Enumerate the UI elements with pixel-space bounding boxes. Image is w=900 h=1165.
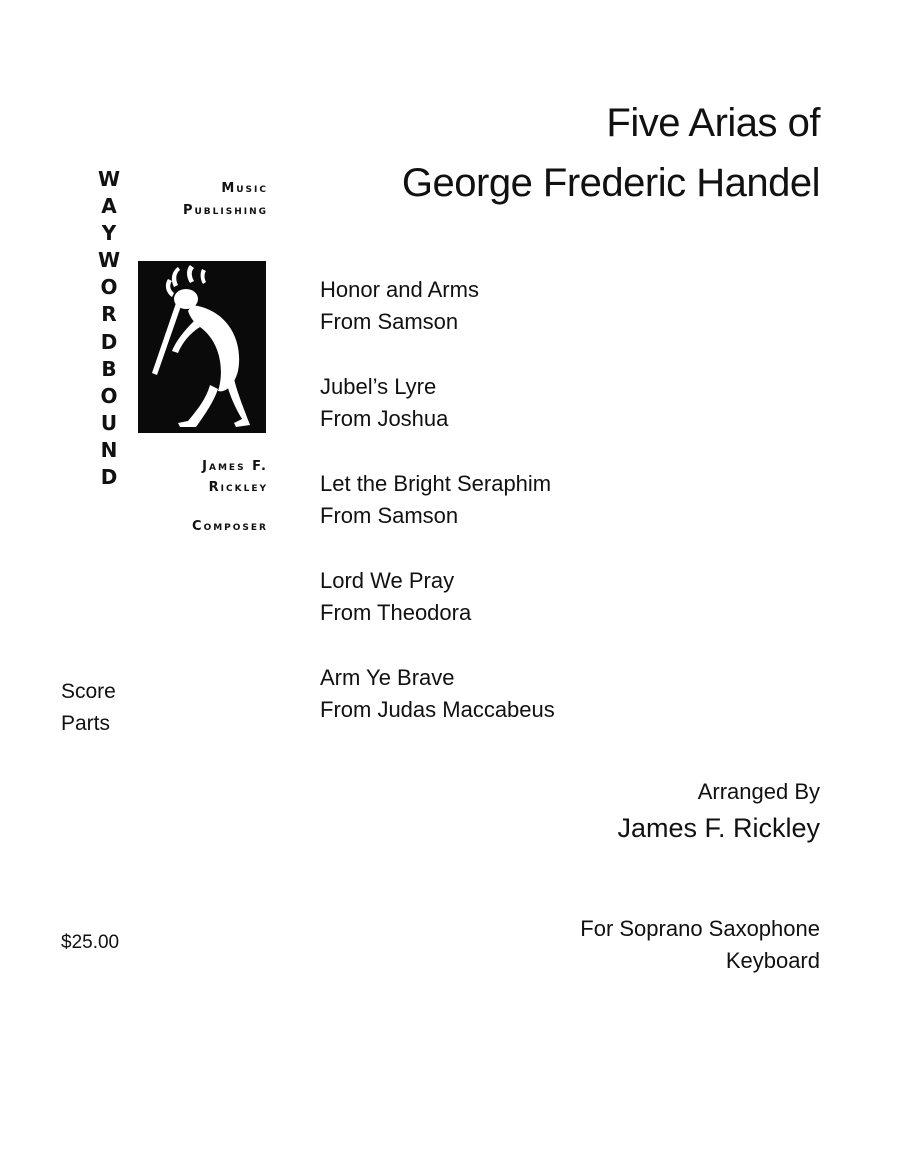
contents-parts: Parts xyxy=(61,712,111,735)
aria-title: Let the Bright Seraphim xyxy=(320,471,552,496)
instrumentation-line-2: Keyboard xyxy=(725,948,820,973)
price: $25.00 xyxy=(61,932,120,953)
wordmark-letter: O xyxy=(100,383,118,408)
title-line-2: George Frederic Handel xyxy=(401,161,820,205)
aria-list xyxy=(320,274,555,759)
aria-item xyxy=(320,274,555,371)
aria-source: From Theodora xyxy=(320,600,472,625)
aria-title: Honor and Arms xyxy=(320,277,479,302)
arranger-name: James F. Rickley xyxy=(617,813,820,843)
publisher-publishing-label: Publishing xyxy=(182,203,268,218)
aria-title: Lord We Pray xyxy=(320,568,455,593)
wordmark-letter: W xyxy=(97,248,121,273)
aria-item xyxy=(320,662,555,759)
wordmark-letter: A xyxy=(101,194,117,219)
title-line-1: Five Arias of xyxy=(606,101,820,145)
aria-item xyxy=(320,371,555,468)
instrumentation-line-1: For Soprano Saxophone xyxy=(580,916,820,941)
aria-source: From Samson xyxy=(320,309,459,334)
wordmark-letter: Y xyxy=(101,221,117,246)
publisher-name-line-2: Rickley xyxy=(208,480,268,495)
wordmark-letter: D xyxy=(100,465,118,490)
contents-score: Score xyxy=(61,680,116,703)
aria-title: Jubel’s Lyre xyxy=(320,374,437,399)
wordmark-letter: W xyxy=(97,167,121,191)
wordmark-letter: O xyxy=(100,275,118,300)
publisher-vertical-wordmark xyxy=(92,166,126,491)
wordmark-letter: R xyxy=(101,302,117,327)
wordmark-letter: D xyxy=(100,329,118,354)
aria-title: Arm Ye Brave xyxy=(320,665,455,690)
kokopelli-flute-player-icon xyxy=(138,261,266,433)
aria-source: From Samson xyxy=(320,503,459,528)
wordmark-letter: N xyxy=(100,437,118,462)
wordmark-letter: U xyxy=(100,410,118,435)
wordmark-letter: B xyxy=(101,356,117,381)
publisher-role-label: Composer xyxy=(192,519,268,534)
publisher-name-line-1: James F. xyxy=(202,459,268,474)
arranged-by-label: Arranged By xyxy=(697,779,820,804)
aria-source: From Joshua xyxy=(320,406,449,431)
aria-item xyxy=(320,565,555,662)
aria-item xyxy=(320,468,555,565)
publisher-music-label: Music xyxy=(221,181,268,196)
aria-source: From Judas Maccabeus xyxy=(320,697,555,722)
